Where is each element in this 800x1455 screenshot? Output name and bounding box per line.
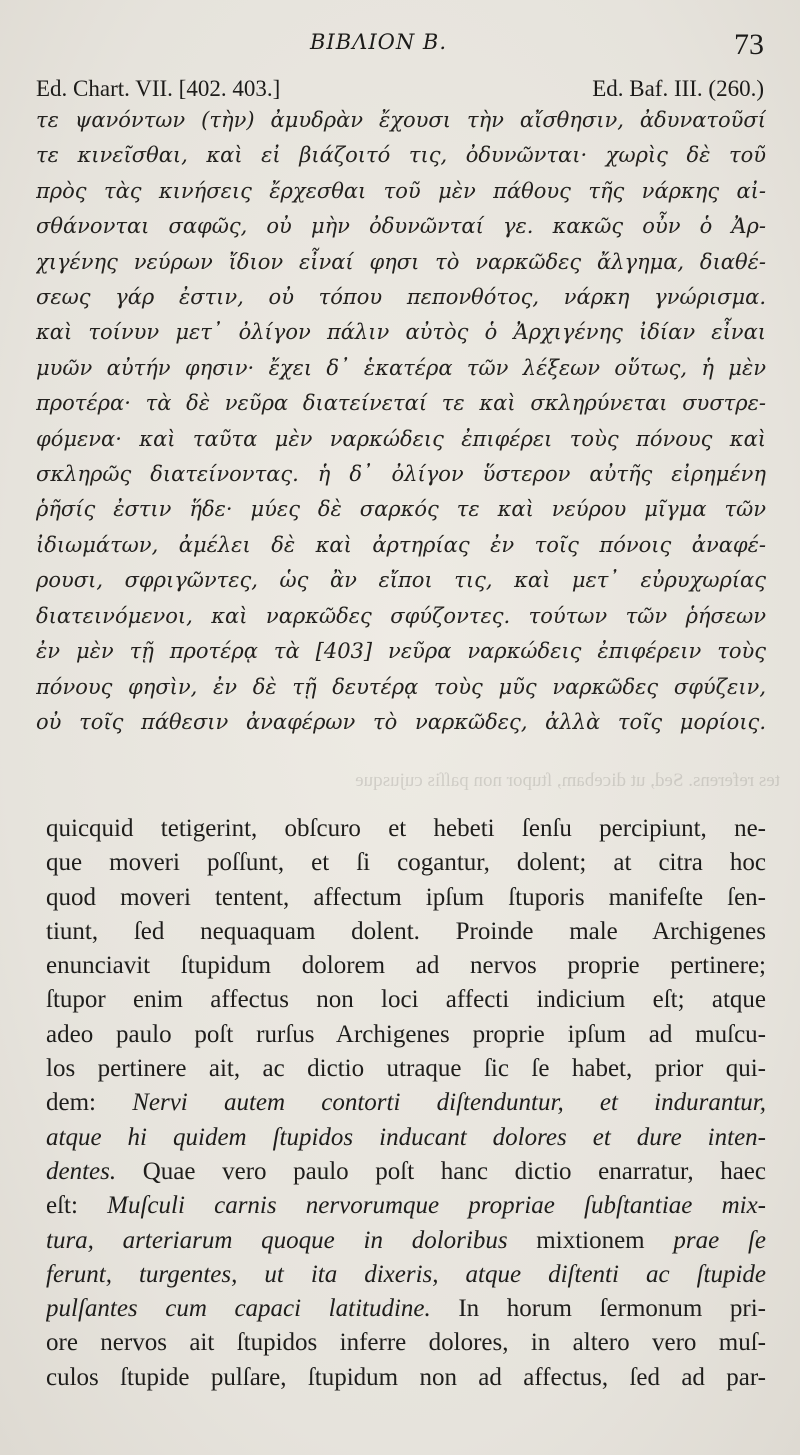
latin-quotation-segment: Muſculi carnis nervorumque propriae ſubſtantiae mix- [107,1192,766,1220]
latin-text-segment: In horum ſermonum pri- [458,1295,766,1323]
latin-text-segment: quod moveri tentent, affectum ipſum ſtuporis manifeſte ſen- [46,883,766,911]
latin-text-segment: Quae vero paulo poſt hanc dictio enarratur, haec [142,1157,766,1185]
latin-line [46,1086,766,1120]
latin-line [46,1155,766,1189]
latin-text-segment: enunciavit ſtupidum dolorem ad nervos proprie pertinere; [46,952,766,980]
latin-quotation-segment: dentes. [46,1157,143,1185]
greek-line: ρουσι, σφριγῶντες, ὡς ἂν εἴποι τις, καὶ μετ᾽ εὐρυχωρίας [36,568,766,593]
greek-line: καὶ τοίνυν μετ᾽ ὀλίγον πάλιν αὐτὸς ὁ Ἀρχιγένης ἰδίαν εἶναι [36,320,766,345]
latin-line [46,1189,766,1223]
latin-line [46,846,766,880]
latin-line [46,949,766,983]
greek-line: τε κινεῖσθαι, καὶ εἰ βιάζοιτό τις, ὀδυνῶνται· χωρὶς δὲ τοῦ [36,143,766,168]
latin-text-segment: que moveri poſſunt, et ſi cogantur, dolent; at citra hoc [46,849,766,877]
page-number: 73 [734,28,764,61]
greek-line: μυῶν αὐτήν φησιν· ἔχει δ᾽ ἑκατέρα τῶν λέξεων οὕτως, ἡ μὲν [36,355,766,380]
latin-line [46,1258,766,1292]
greek-line: σθάνονται σαφῶς, οὐ μὴν ὀδυνῶνταί γε. κακῶς οὖν ὁ Ἀρ- [36,214,766,239]
edition-references [36,76,764,106]
latin-line [46,881,766,915]
latin-line [46,1292,766,1326]
greek-text-block [36,103,766,740]
edition-reference-basel: Ed. Baf. III. (260.) [592,76,764,101]
greek-line: τε ψανόντων (τὴν) ἀμυδρὰν ἔχουσι τὴν αἴσθησιν, ἀδυνατοῦσί [36,108,766,132]
latin-line [46,1224,766,1258]
latin-text-segment: dem: [46,1089,133,1117]
latin-text-segment: mixtionem [536,1226,674,1254]
greek-line: πρὸς τὰς κινήσεις ἔρχεσθαι τοῦ μὲν πάθους τῆς νάρκης αἰ- [36,178,766,203]
latin-text-segment: quicquid tetigerint, obſcuro et hebeti ſenſu percipiunt, ne- [46,815,766,842]
greek-line: χιγένης νεύρων ἴδιον εἶναί φησι τὸ ναρκῶδες ἄλγημα, διαθέ- [36,249,766,274]
latin-text-segment: tiunt, ſed nequaquam dolent. Proinde male Archigenes [46,917,766,945]
greek-line: διατεινόμενοι, καὶ ναρκῶδες σφύζοντες. τούτων τῶν ῥήσεων [36,603,766,628]
running-head [0,28,800,62]
latin-quotation-segment: tura, arteriarum quoque in doloribus [46,1226,537,1254]
bleed-through-text: tes referens. Sed, ut dicebam, ſtupor non paſſis cujusque [355,770,780,791]
greek-line: ἐν μὲν τῇ προτέρᾳ τὰ [403] νεῦρα ναρκώδεις ἐπιφέρειν τοὺς [36,639,766,664]
latin-quotation-segment: ferunt, turgentes, ut ita dixeris, atque diſtenti ac ſtupide [46,1260,766,1288]
latin-line [46,1052,766,1086]
latin-text-segment: eſt: [46,1192,108,1220]
latin-line [46,983,766,1017]
latin-text-segment: ſtupor enim affectus non loci affecti indicium eſt; atque [46,986,766,1014]
latin-line [46,915,766,949]
latin-line [46,1326,766,1360]
latin-text-segment: culos ſtupide pulſare, ſtupidum non ad affectus, ſed ad par- [46,1363,766,1391]
latin-line [46,812,766,846]
latin-quotation-segment: Nervi autem contorti diſtenduntur, et indurantur, [132,1089,766,1117]
greek-line: οὐ τοῖς πάθεσιν ἀναφέρων τὸ ναρκῶδες, ἀλλὰ τοῖς μορίοις. [36,709,766,734]
latin-quotation-segment: pulſantes cum capaci latitudine. [46,1295,459,1323]
latin-quotation-segment: prae ſe [673,1226,766,1254]
latin-text-segment: adeo paulo poſt rurſus Archigenes proprie ipſum ad muſcu- [46,1020,766,1048]
latin-text-block [46,812,766,1395]
greek-line: πόνους φησὶν, ἐν δὲ τῇ δευτέρᾳ τοὺς μῦς ναρκῶδες σφύζειν, [36,674,766,699]
greek-line: φόμενα· καὶ ταῦτα μὲν ναρκώδεις ἐπιφέρει τοὺς πόνους καὶ [36,426,766,451]
edition-reference-chartier: Ed. Chart. VII. [402. 403.] [36,76,281,101]
greek-line: σκληρῶς διατείνοντας. ἡ δ᾽ ὀλίγον ὕστερον αὐτῆς εἰρημένη [36,462,766,487]
latin-quotation-segment: atque hi quidem ſtupidos inducant dolores et dure inten- [46,1123,766,1151]
latin-text-segment: ore nervos ait ſtupidos inferre dolores, in altero vero muſ- [46,1329,766,1357]
greek-line: ἰδιωμάτων, ἀμέλει δὲ καὶ ἀρτηρίας ἐν τοῖς πόνοις ἀναφέ- [36,532,766,557]
latin-line [46,1018,766,1052]
greek-line: ῥῆσίς ἐστιν ἥδε· μύες δὲ σαρκός τε καὶ νεύρου μῖγμα τῶν [36,497,766,522]
latin-text-segment: los pertinere ait, ac dictio utraque ſic ſe habet, prior qui- [46,1055,766,1083]
greek-line: σεως γάρ ἐστιν, οὐ τόπου πεπονθότος, νάρκη γνώρισμα. [36,285,766,310]
greek-line: προτέρα· τὰ δὲ νεῦρα διατείνεταί τε καὶ σκληρύνεται συστρε- [36,391,766,416]
latin-line [46,1361,766,1395]
latin-line [46,1121,766,1155]
book-title: BIBΛION B. [310,30,447,54]
